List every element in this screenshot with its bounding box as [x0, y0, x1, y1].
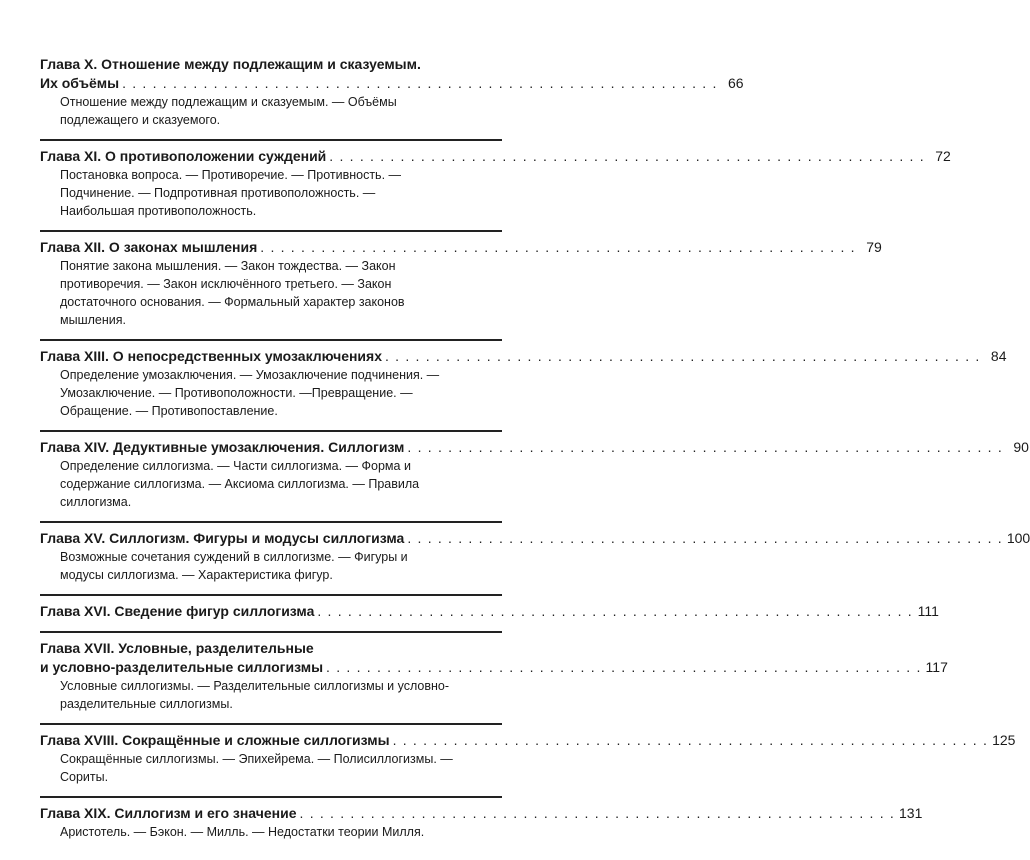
- description-line: Обращение. — Противопоставление.: [60, 404, 278, 418]
- chapter-description: [60, 166, 502, 220]
- description-line: модусы силлогизма. — Характеристика фигур.: [60, 568, 333, 582]
- chapter-title-line: [40, 147, 951, 166]
- page-number: 79: [866, 239, 882, 255]
- description-line: мышления.: [60, 313, 126, 327]
- chapter-title-line: [40, 804, 923, 823]
- chapter-description: [60, 93, 502, 129]
- description-line: Определение силлогизма. — Части силлогизма. — Форма и: [60, 459, 411, 473]
- chapter-title: Глава XII. О законах мышления: [40, 239, 258, 255]
- chapter-title: и условно-разделительные силлогизмы: [40, 659, 324, 675]
- dot-leader: . . . . . . . . . . . . . . . . . . . . . . . . . . . . . . . . . . . . . . . . . . . . . . . . . . . . . . . . . . .: [392, 732, 989, 748]
- chapter-title-line: [40, 238, 882, 257]
- chapter-title: Их объёмы: [40, 75, 120, 91]
- toc-entry: [40, 631, 948, 713]
- description-line: Подчинение. — Подпротивная противоположность. —: [60, 186, 376, 200]
- description-line: Понятие закона мышления. — Закон тождества. — Закон: [60, 259, 396, 273]
- page-number: 125: [992, 732, 1016, 748]
- toc-entry: [40, 339, 1007, 420]
- chapter-title: Глава XIV. Дедуктивные умозаключения. Силлогизм: [40, 439, 405, 455]
- chapter-description: [60, 750, 502, 786]
- chapter-description: [60, 823, 502, 841]
- chapter-title-line: [40, 347, 1007, 366]
- chapter-title-line: [40, 55, 502, 74]
- page-number: 131: [899, 805, 923, 821]
- page-number: 100: [1006, 530, 1030, 546]
- description-line: подлежащего и сказуемого.: [60, 113, 221, 127]
- chapter-title: Глава XIX. Силлогизм и его значение: [40, 805, 297, 821]
- chapter-title: Глава XIII. О непосредственных умозаключениях: [40, 348, 382, 364]
- toc-entry: [40, 52, 744, 129]
- toc-entry: [40, 723, 1016, 786]
- dot-leader: . . . . . . . . . . . . . . . . . . . . . . . . . . . . . . . . . . . . . . . . . . . . . . . . . . . . . . . . . . .: [122, 75, 718, 91]
- description-line: Определение умозаключения. — Умозаключение подчинения. —: [60, 368, 440, 382]
- description-line: Условные силлогизмы. — Разделительные силлогизмы и условно-: [60, 679, 450, 693]
- chapter-title: Глава XI. О противоположении суждений: [40, 148, 327, 164]
- description-line: Аристотель. — Бэкон. — Милль. — Недостатки теории Милля.: [60, 825, 425, 839]
- chapter-title: Глава XV. Силлогизм. Фигуры и модусы силлогизма: [40, 530, 405, 546]
- page-number: 90: [1013, 439, 1029, 455]
- chapter-title-line: [40, 529, 1030, 548]
- dot-leader: . . . . . . . . . . . . . . . . . . . . . . . . . . . . . . . . . . . . . . . . . . . . . . . . . . . . . . . . . . .: [299, 805, 896, 821]
- page-number: 72: [935, 148, 951, 164]
- toc-entry: [40, 139, 951, 220]
- dot-leader: . . . . . . . . . . . . . . . . . . . . . . . . . . . . . . . . . . . . . . . . . . . . . . . . . . . . . . . . . . .: [329, 148, 925, 164]
- dot-leader: . . . . . . . . . . . . . . . . . . . . . . . . . . . . . . . . . . . . . . . . . . . . . . . . . . . . . . . . . . .: [326, 659, 922, 675]
- chapter-title: Глава XVII. Условные, разделительные: [40, 640, 314, 656]
- chapter-title-line: [40, 602, 939, 621]
- description-line: достаточного основания. — Формальный характер законов: [60, 295, 405, 309]
- description-line: Умозаключение. — Противоположности. —Превращение. —: [60, 386, 413, 400]
- dot-leader: . . . . . . . . . . . . . . . . . . . . . . . . . . . . . . . . . . . . . . . . . . . . . . . . . . . . . . . . . . .: [260, 239, 856, 255]
- description-line: Сокращённые силлогизмы. — Эпихейрема. — Полисиллогизмы. —: [60, 752, 453, 766]
- chapter-title-line: [40, 639, 502, 658]
- dot-leader: . . . . . . . . . . . . . . . . . . . . . . . . . . . . . . . . . . . . . . . . . . . . . . . . . . . . . . . . . . .: [407, 530, 1003, 546]
- page-number: 111: [917, 603, 939, 619]
- chapter-description: [60, 677, 502, 713]
- chapter-title-line: [40, 731, 1016, 750]
- description-line: Наибольшая противоположность.: [60, 204, 257, 218]
- description-line: Сориты.: [60, 770, 109, 784]
- description-line: противоречия. — Закон исключённого третьего. — Закон: [60, 277, 392, 291]
- chapter-description: [60, 457, 502, 511]
- chapter-title-line: [40, 74, 744, 93]
- page-number: 84: [990, 348, 1007, 364]
- chapter-title: Глава X. Отношение между подлежащим и сказуемым.: [40, 56, 421, 72]
- toc-entry: [40, 230, 882, 329]
- chapter-title-line: [40, 658, 948, 677]
- dot-leader: . . . . . . . . . . . . . . . . . . . . . . . . . . . . . . . . . . . . . . . . . . . . . . . . . . . . . . . . . . .: [317, 603, 913, 619]
- toc-entry: [40, 796, 923, 841]
- chapter-description: [60, 366, 502, 420]
- description-line: разделительные силлогизмы.: [60, 697, 233, 711]
- page-number: 117: [925, 659, 948, 675]
- toc-entry: [40, 594, 939, 621]
- table-of-contents: [40, 52, 1030, 841]
- description-line: Постановка вопроса. — Противоречие. — Противность. —: [60, 168, 402, 182]
- chapter-title: Глава XVI. Сведение фигур силлогизма: [40, 603, 315, 619]
- page-number: 66: [727, 75, 744, 91]
- description-line: содержание силлогизма. — Аксиома силлогизма. — Правила: [60, 477, 420, 491]
- description-line: Возможные сочетания суждений в силлогизме. — Фигуры и: [60, 550, 408, 564]
- toc-entry: [40, 430, 1029, 511]
- description-line: силлогизма.: [60, 495, 132, 509]
- chapter-description: [60, 548, 502, 584]
- toc-entry: [40, 521, 1030, 584]
- chapter-title: Глава XVIII. Сокращённые и сложные силлогизмы: [40, 732, 390, 748]
- chapter-description: [60, 257, 502, 329]
- dot-leader: . . . . . . . . . . . . . . . . . . . . . . . . . . . . . . . . . . . . . . . . . . . . . . . . . . . . . . . . . . .: [407, 439, 1003, 455]
- dot-leader: . . . . . . . . . . . . . . . . . . . . . . . . . . . . . . . . . . . . . . . . . . . . . . . . . . . . . . . . . . .: [385, 348, 981, 364]
- description-line: Отношение между подлежащим и сказуемым. — Объёмы: [60, 95, 397, 109]
- chapter-title-line: [40, 438, 1029, 457]
